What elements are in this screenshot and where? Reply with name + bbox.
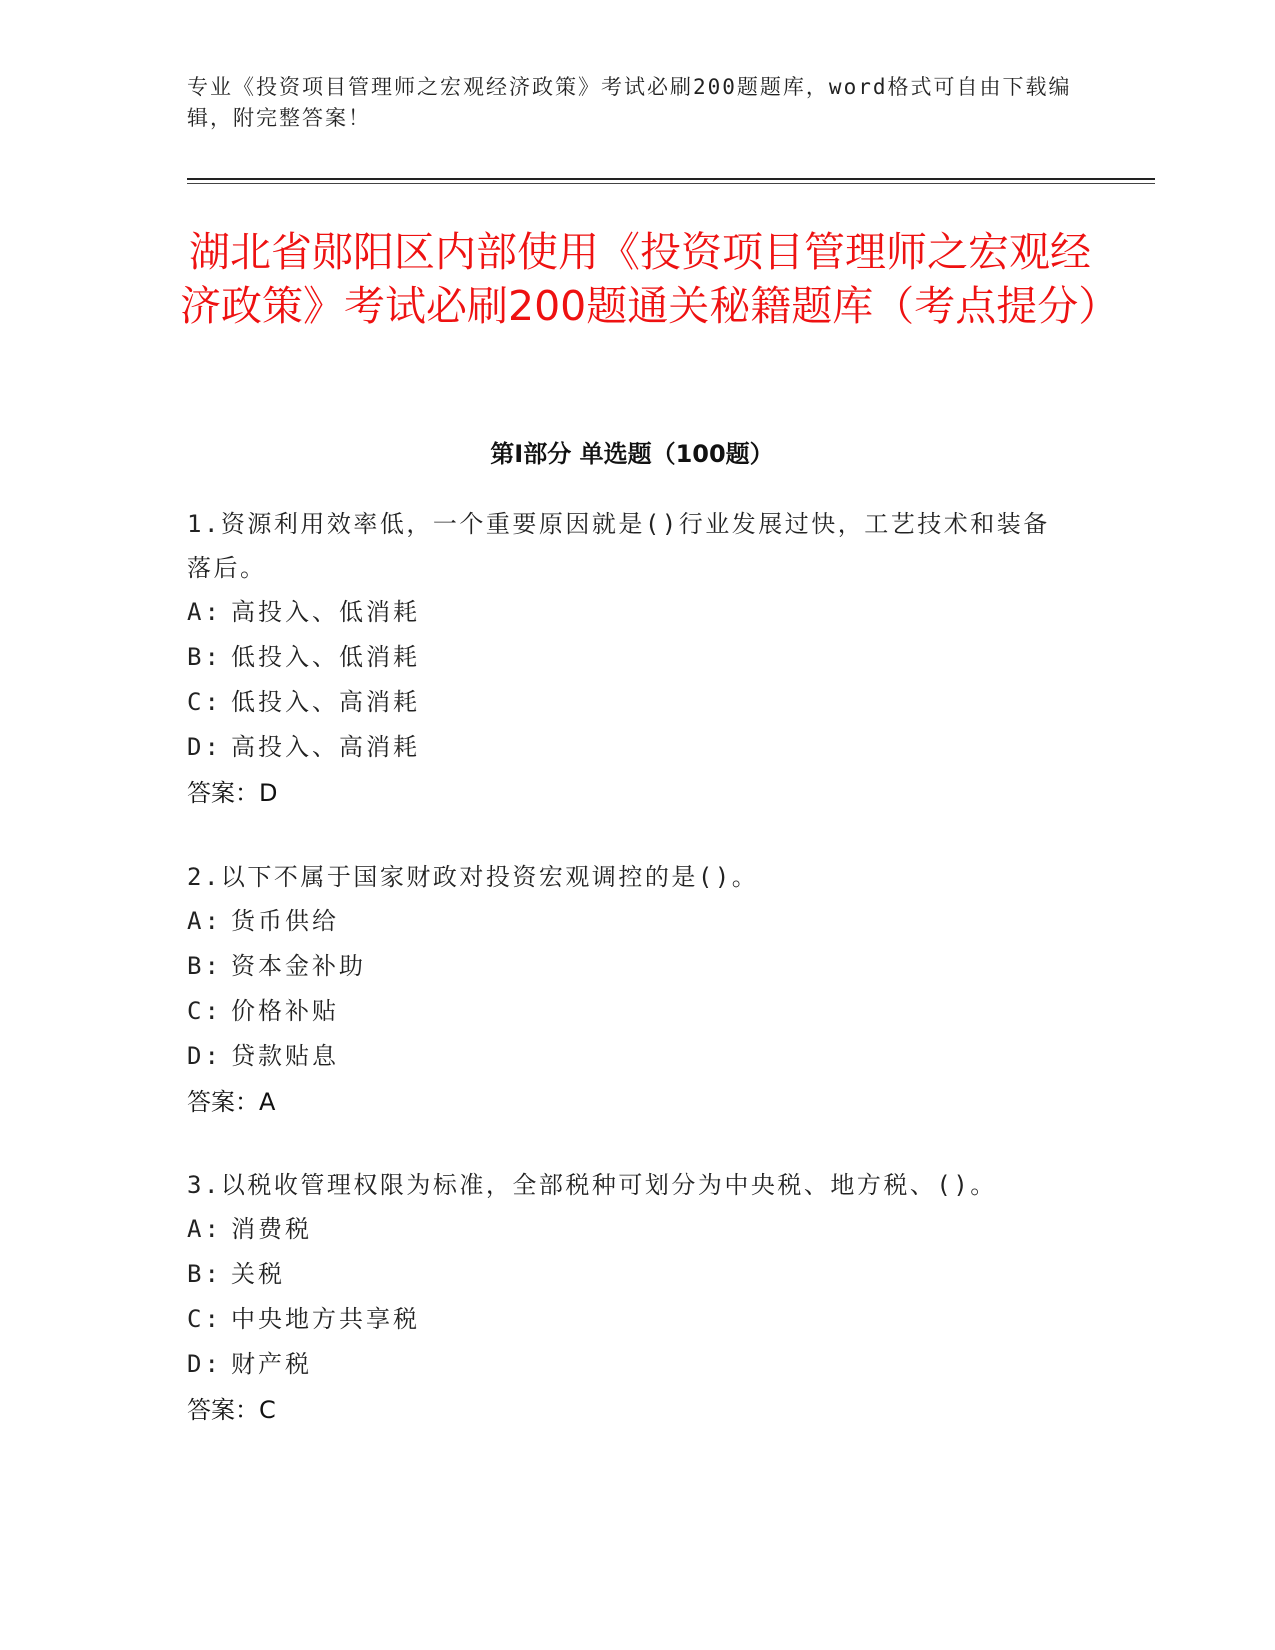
option-key: C: <box>187 1305 222 1333</box>
option-key: B: <box>187 643 222 671</box>
option-key: C: <box>187 997 222 1025</box>
option-a <box>187 590 1067 635</box>
question-3 <box>187 1163 1067 1433</box>
option-c <box>187 989 1067 1034</box>
option-text: 高投入、高消耗 <box>231 733 420 761</box>
option-d <box>187 1034 1067 1079</box>
option-key: D: <box>187 733 222 761</box>
option-b <box>187 1252 1067 1297</box>
option-text: 消费税 <box>231 1215 312 1243</box>
header-rule-thick <box>187 178 1155 180</box>
option-a <box>187 1207 1067 1252</box>
option-text: 贷款贴息 <box>231 1042 339 1070</box>
option-key: D: <box>187 1042 222 1070</box>
answer: 答案：D <box>187 779 278 807</box>
option-key: A: <box>187 1215 222 1243</box>
question-stem: 2.以下不属于国家财政对投资宏观调控的是()。 <box>187 863 759 891</box>
option-key: A: <box>187 907 222 935</box>
question-stem: 1.资源利用效率低，一个重要原因就是()行业发展过快，工艺技术和装备落后。 <box>187 510 1050 582</box>
answer: 答案：C <box>187 1396 276 1424</box>
option-text: 财产税 <box>231 1350 312 1378</box>
header-rule-thin <box>187 183 1155 184</box>
option-b <box>187 944 1067 989</box>
option-c <box>187 680 1067 725</box>
option-key: B: <box>187 952 222 980</box>
option-text: 低投入、低消耗 <box>231 643 420 671</box>
option-d <box>187 1342 1067 1387</box>
answer: 答案：A <box>187 1088 276 1116</box>
section-heading: 第Ⅰ部分 单选题（100题） <box>490 440 774 468</box>
option-text: 高投入、低消耗 <box>231 598 420 626</box>
question-1 <box>187 502 1067 816</box>
option-text: 中央地方共享税 <box>231 1305 420 1333</box>
question-2 <box>187 855 1067 1125</box>
option-key: C: <box>187 688 222 716</box>
option-b <box>187 635 1067 680</box>
option-key: B: <box>187 1260 222 1288</box>
option-text: 资本金补助 <box>231 952 366 980</box>
option-key: A: <box>187 598 222 626</box>
option-text: 低投入、高消耗 <box>231 688 420 716</box>
document-title: 湖北省郧阳区内部使用《投资项目管理师之宏观经济政策》考试必刷200题通关秘籍题库（考点提分） <box>180 228 1120 330</box>
option-text: 关税 <box>231 1260 285 1288</box>
option-text: 价格补贴 <box>231 997 339 1025</box>
option-text: 货币供给 <box>231 907 339 935</box>
option-c <box>187 1297 1067 1342</box>
option-key: D: <box>187 1350 222 1378</box>
question-stem: 3.以税收管理权限为标准，全部税种可划分为中央税、地方税、()。 <box>187 1171 997 1199</box>
option-a <box>187 899 1067 944</box>
header-note: 专业《投资项目管理师之宏观经济政策》考试必刷200题题库，word格式可自由下载编辑，附完整答案！ <box>187 75 1072 130</box>
option-d <box>187 725 1067 770</box>
